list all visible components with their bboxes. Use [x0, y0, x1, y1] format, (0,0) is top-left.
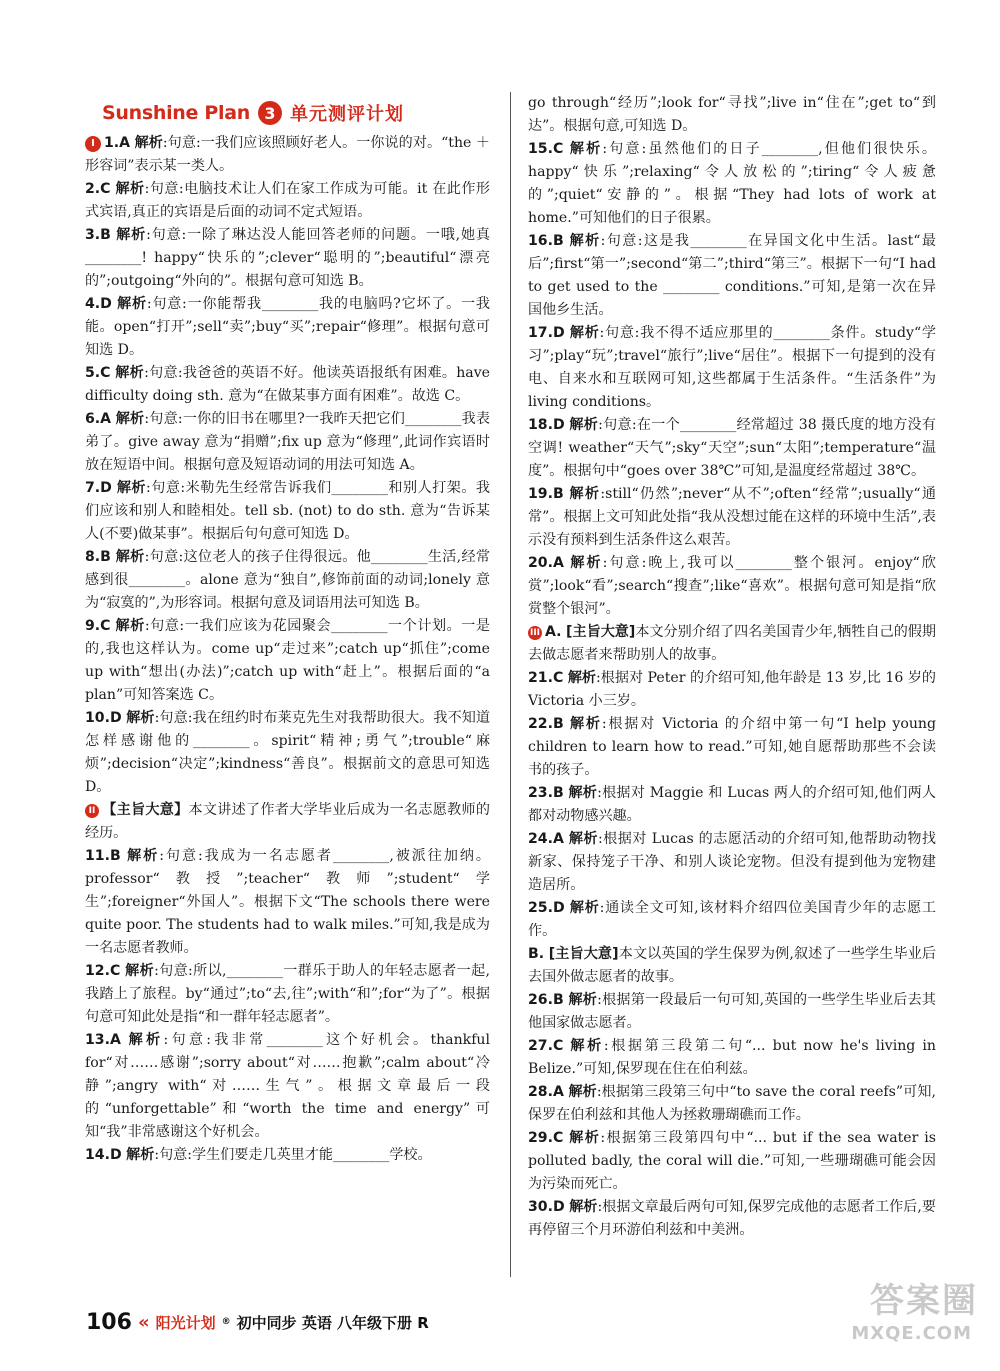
right-column-items — [528, 92, 936, 1242]
question-number: 28.A — [528, 1084, 564, 1100]
question-number: 25.D — [528, 900, 565, 916]
analysis-label: 解析 — [125, 963, 155, 979]
answer-item — [85, 408, 490, 477]
answer-item — [85, 1029, 490, 1144]
question-number: 19.B — [528, 486, 564, 502]
unit-number-badge: 3 — [258, 101, 282, 125]
analysis-label: 解析 — [126, 1147, 155, 1163]
analysis-label: 解析 — [567, 670, 597, 686]
question-number: 24.A — [528, 831, 564, 847]
question-number: 2.C — [85, 181, 111, 197]
answer-item — [85, 224, 490, 293]
answer-item — [528, 989, 936, 1035]
answer-text: go through“经历”;look for“寻找”;live in“住在”;get to“到达”。根据句意,可知选 D。 — [528, 95, 936, 134]
question-number: B. — [528, 946, 545, 962]
question-number: 15.C — [528, 141, 564, 157]
analysis-label: 解析 — [569, 1130, 601, 1146]
question-number: 18.D — [528, 417, 565, 433]
question-number: 16.B — [528, 233, 564, 249]
question-number: A. — [545, 624, 562, 640]
answer-item — [528, 322, 936, 414]
answer-item — [528, 1127, 936, 1196]
answer-text: :句意:学生们要走几英里才能________学校。 — [154, 1147, 432, 1163]
analysis-label: 解析 — [569, 233, 601, 249]
answer-text: :根据对 Maggie 和 Lucas 两人的介绍可知,他们两人都对动物感兴趣。 — [528, 785, 936, 824]
question-number: 30.D — [528, 1199, 565, 1215]
registered-mark: ® — [221, 1317, 231, 1327]
answer-text: :句意:所以,________一群乐于助人的年轻志愿者一起,我踏上了旅程。by“通过”;to“去,往”;with“和”;for“为了”。根据句意可知此处是指“和一群年轻志愿者”。 — [85, 963, 491, 1025]
watermark — [836, 1259, 986, 1359]
answer-item — [85, 362, 490, 408]
answer-text: :根据第三段第四句中“... but if the sea water is polluted badly, the coral will die.”可知,一些珊瑚礁可能会因为污染而死亡。 — [528, 1130, 937, 1192]
analysis-label: 解析 — [569, 417, 599, 433]
analysis-label: 解析 — [127, 848, 160, 864]
answer-item — [528, 621, 936, 667]
answer-text: :通读全文可知,该材料介绍四位美国青少年的志愿工作。 — [528, 900, 937, 939]
answer-text: 本文以英国的学生保罗为例,叙述了一些学生毕业后去国外做志愿者的故事。 — [528, 946, 936, 985]
answer-text: 本文分别介绍了四名美国青少年,牺牲自己的假期去做志愿者来帮助别人的故事。 — [528, 624, 936, 663]
answer-text: :句意:我爸爸的英语不好。他读英语报纸有困难。have difficulty doing sth. 意为“在做某事方面有困难”。故选 C。 — [85, 365, 491, 404]
question-number: 21.C — [528, 670, 564, 686]
analysis-label: 解析 — [117, 296, 147, 312]
answer-item — [85, 845, 490, 960]
analysis-label: [主旨大意] — [548, 946, 619, 962]
answer-item — [85, 615, 490, 707]
watermark-url: MXQE.COM — [851, 1323, 972, 1344]
left-column-items — [85, 132, 490, 1167]
answer-text: :句意:一我们应该照顾好老人。一你说的对。“the ＋形容词”表示某一类人。 — [85, 135, 491, 174]
analysis-label: 解析 — [568, 1084, 597, 1100]
question-number: 5.C — [85, 365, 111, 381]
analysis-label: 解析 — [568, 785, 598, 801]
section-marker-icon: II — [85, 804, 99, 818]
question-number: 12.C — [85, 963, 121, 979]
answer-item — [528, 943, 936, 989]
analysis-label: 解析 — [569, 1199, 598, 1215]
analysis-label: 解析 — [126, 710, 155, 726]
analysis-label: 解析 — [134, 135, 163, 151]
answer-text: :句意:我在纽约时布莱克先生对我帮助很大。我不知道怎样感谢他的________。spirit“精神;勇气”;trouble“麻烦”;decision“决定”;kindness“善良”。根据前文的意思可知选 D。 — [85, 710, 491, 795]
answer-item — [85, 293, 490, 362]
answer-text: :根据文章最后两句可知,保罗完成他的志愿者工作后,要再停留三个月环游伯利兹和中美洲。 — [528, 1199, 936, 1238]
answer-item — [85, 178, 490, 224]
analysis-label: 解析 — [569, 486, 601, 502]
answer-text: :句意:电脑技术让人们在家工作成为可能。it 在此作形式宾语,真正的宾语是后面的动词不定式短语。 — [85, 181, 490, 220]
answer-text: :句意:我不得不适应那里的________条件。study“学习”;play“玩”;travel“旅行”;live“居住”。根据下一句提到的没有电、自来水和互联网可知,这些都属于生活条件。“生活条件”为 living conditions。 — [528, 325, 937, 410]
analysis-label: 【主旨大意】 — [102, 802, 189, 818]
analysis-label: 解析 — [569, 325, 600, 341]
left-column — [85, 102, 490, 1167]
answer-text: :句意:这是我________在异国文化中生活。last“最后”;first“第一”;second“第二”;third“第三”。根据下一句“I had to get used to the ________ conditions.”可知,是第一次在异国他乡生活。 — [528, 233, 937, 318]
analysis-label: 解析 — [570, 555, 603, 571]
answer-item — [528, 92, 936, 138]
question-number: 11.B — [85, 848, 121, 864]
question-number: 17.D — [528, 325, 565, 341]
question-number: 22.B — [528, 716, 564, 732]
section-marker-icon: III — [529, 628, 541, 638]
answer-text: :句意:米勒先生经常告诉我们________和别人打架。我们应该和别人和睦相处。tell sb. (not) to do sth. 意为“告诉某人(不要)做某事”。根据后句句意可知选 D。 — [85, 480, 491, 542]
answer-item — [85, 707, 490, 799]
watermark-logo-text: 答案圈 — [870, 1281, 978, 1321]
answer-text: :still“仍然”;never“从不”;often“经常”;usually“通常”。根据上文可知此处指“我从没想过能在这样的环境中生活”,表示没有预料到生活条件这么艰苦。 — [528, 486, 937, 548]
answer-item — [85, 960, 490, 1029]
answer-text: :句意:我成为一名志愿者________,被派往加纳。professor“教授”;teacher“教师”;student“学生”;foreigner“外国人”。根据下文“The schools there were quite poor. The students had to walk miles.”可知,我是成为一名志愿者教师。 — [85, 848, 490, 956]
answer-text: :根据第一段最后一句可知,英国的一些学生毕业后去其他国家做志愿者。 — [528, 992, 937, 1031]
answer-item — [528, 138, 936, 230]
answer-text: :根据对 Victoria 的介绍中第一句“I help young children to learn how to read.”可知,她自愿帮助那些不会读书的孩子。 — [528, 716, 937, 778]
question-number: 26.B — [528, 992, 564, 1008]
right-column — [528, 92, 936, 1242]
answer-text: :句意:一你的旧书在哪里?一我昨天把它们________我表弟了。give away 意为“捐赠”;fix up 意为“修理”,此词作宾语时放在短语中间。根据句意及短语动词的用法可知选 A。 — [85, 411, 490, 473]
answer-text: :根据第三段第三句中“to save the coral reefs”可知,保罗在伯利兹和其他人为拯救珊瑚礁而工作。 — [528, 1084, 937, 1123]
answer-text: :句意:我非常________这个好机会。thankful for“对……感谢”;sorry about“对……抱歉”;calm about“冷静”;angry with“对……生气”。根据文章最后一段的“unforgettable”和“worth the time and energy”可知“我”非常感谢这个好机会。 — [85, 1032, 491, 1140]
answer-text: 本文讲述了作者大学毕业后成为一名志愿教师的经历。 — [85, 802, 490, 841]
answer-text: :句意:一你能帮我________我的电脑吗?它坏了。一我能。open“打开”;sell“卖”;buy“买”;repair“修理”。根据句意可知选 D。 — [85, 296, 490, 358]
question-number: 7.D — [85, 480, 112, 496]
chevron-left-icon: « — [137, 1311, 150, 1333]
question-number: 3.B — [85, 227, 111, 243]
answer-item — [528, 1196, 936, 1242]
answer-text: :根据对 Peter 的介绍可知,他年龄是 13 岁,比 16 岁的 Victoria 小三岁。 — [528, 670, 937, 709]
analysis-label: 解析 — [568, 831, 598, 847]
sunshine-plan-brand: Sunshine Plan — [102, 102, 250, 124]
analysis-label: 解析 — [568, 992, 598, 1008]
section-title: 单元测评计划 — [290, 104, 404, 125]
answer-text: :根据第三段第二句“... but now he's living in Belize.”可知,保罗现在住在伯利兹。 — [528, 1038, 937, 1077]
answer-text: :句意:晚上,我可以________整个银河。enjoy“欣赏”;look“看”;search“搜查”;like“喜欢”。根据句意可知是指“欣赏整个银河”。 — [528, 555, 937, 617]
analysis-label: 解析 — [570, 1038, 604, 1054]
page-footer — [86, 1308, 429, 1336]
answer-item — [528, 1081, 936, 1127]
answer-text: :句意:虽然他们的日子________,但他们很快乐。happy“快乐”;relaxing“令人放松的”;tiring“令人疲惫的”;quiet“安静的”。根据“They had lots of work at home.”可知他们的日子很累。 — [528, 141, 937, 226]
answer-item — [528, 552, 936, 621]
answer-item — [528, 897, 936, 943]
answer-text: :句意:一除了琳达没人能回答老师的问题。一哦,她真________! happy“快乐的”;clever“聪明的”;beautiful“漂亮的”;outgoing“外向的”。根据句意可知选 B。 — [85, 227, 491, 289]
analysis-label: [主旨大意] — [566, 624, 636, 640]
answer-text: :根据对 Lucas 的志愿活动的介绍可知,他帮助动物找新家、保持笼子干净、和别人谈论宠物。但没有提到他为宠物建造居所。 — [528, 831, 937, 893]
question-number: 6.A — [85, 411, 112, 427]
answer-item — [85, 546, 490, 615]
answer-text: :句意:这位老人的孩子住得很远。他________生活,经常感到很________。alone 意为“独自”,修饰前面的动词;lonely 意为“寂寞的”,为形容词。根据句意及词语用法可知选 B。 — [85, 549, 490, 611]
analysis-label: 解析 — [115, 365, 145, 381]
analysis-label: 解析 — [115, 181, 145, 197]
question-number: 10.D — [85, 710, 122, 726]
column-divider — [510, 92, 511, 1277]
answer-text: :句意:在一个________经常超过 38 摄氏度的地方没有空调! weather“天气”;sky“天空”;sun“太阳”;temperature“温度”。根据句中“goes over 38℃”可知,是温度经常超过 38℃。 — [528, 417, 937, 479]
analysis-label: 解析 — [116, 480, 147, 496]
answer-item — [85, 1144, 490, 1167]
question-number: 23.B — [528, 785, 564, 801]
analysis-label: 解析 — [115, 411, 145, 427]
answer-item — [528, 667, 936, 713]
footer-subtitle: 初中同步 英语 八年级下册 R — [236, 1313, 429, 1332]
page-number: 106 — [86, 1309, 132, 1335]
answer-item — [85, 477, 490, 546]
answer-item — [528, 713, 936, 782]
question-number: 27.C — [528, 1038, 564, 1054]
analysis-label: 解析 — [115, 549, 145, 565]
analysis-label: 解析 — [570, 716, 602, 732]
answer-item — [528, 1035, 936, 1081]
answer-item — [528, 230, 936, 322]
answer-text: :句意:一我们应该为花园聚会________一个计划。一是的,我也这样认为。come up“走过来”;catch up“抓住”;come up with“想出(办法)”;catch up with“赶上”。根据后面的“a plan”可知答案选 C。 — [85, 618, 491, 703]
question-number: 20.A — [528, 555, 564, 571]
question-number: 1.A — [104, 135, 131, 151]
answer-item — [528, 782, 936, 828]
question-number: 29.C — [528, 1130, 564, 1146]
analysis-label: 解析 — [115, 618, 145, 634]
question-number: 4.D — [85, 296, 112, 312]
question-number: 14.D — [85, 1147, 122, 1163]
footer-brand: 阳光计划 — [155, 1313, 216, 1332]
question-number: 9.C — [85, 618, 111, 634]
section-marker-icon: I — [85, 136, 101, 152]
analysis-label: 解析 — [569, 141, 603, 157]
analysis-label: 解析 — [116, 227, 147, 243]
answer-item — [85, 799, 490, 845]
question-number: 8.B — [85, 549, 111, 565]
answer-item — [528, 483, 936, 552]
answer-item — [528, 414, 936, 483]
analysis-label: 解析 — [569, 900, 600, 916]
answer-item — [528, 828, 936, 897]
question-number: 13.A — [85, 1032, 121, 1048]
answer-item — [85, 132, 490, 178]
analysis-label: 解析 — [128, 1032, 164, 1048]
